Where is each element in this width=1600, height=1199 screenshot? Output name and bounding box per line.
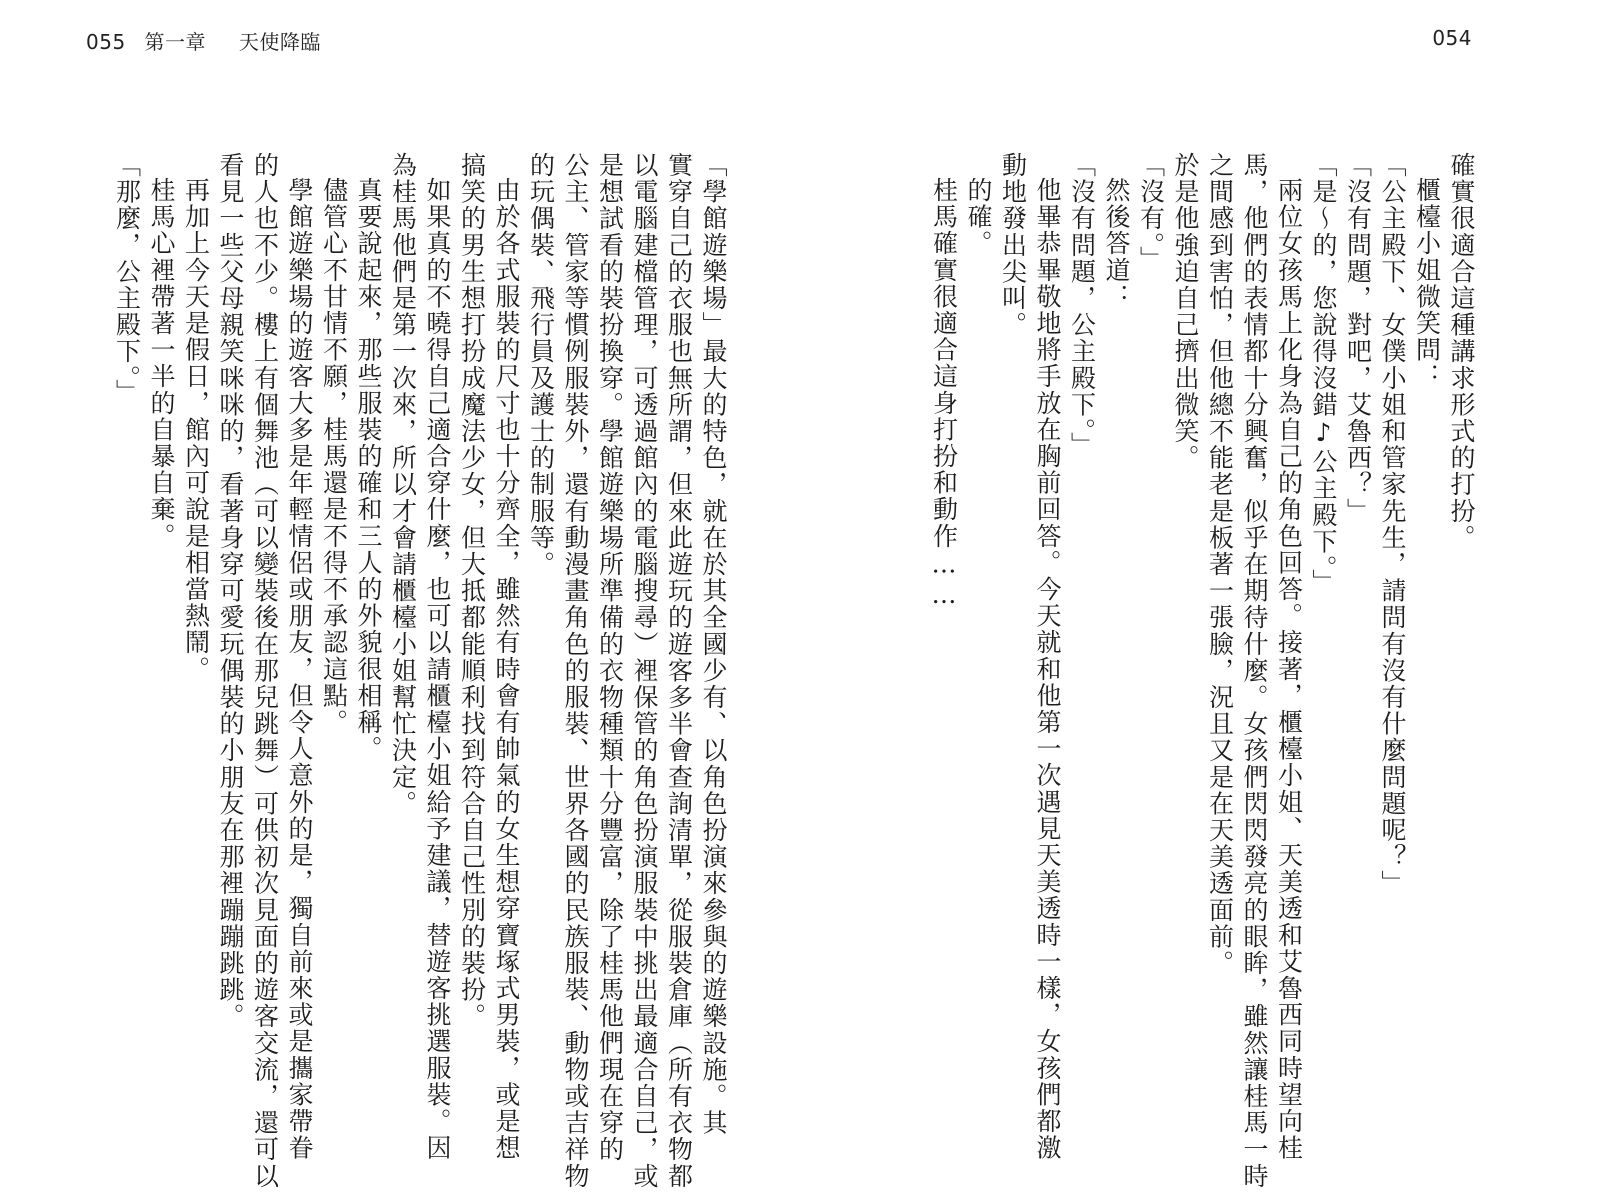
right-text-column: 「是～的，您說得沒錯♪公主殿下。」 (1309, 152, 1338, 596)
left-text-column: 再加上今天是假日，館內可說是相當熱鬧。 (181, 177, 211, 683)
left-text-column: 看見一些父母親笑咪咪的，看著身穿可愛玩偶裝的小朋友在那裡蹦蹦跳跳。 (216, 152, 245, 1030)
right-page-text (929, 152, 1478, 1190)
left-text-column: 儘管心不甘情不願，桂馬還是不得不承認這點。 (319, 177, 349, 736)
right-page-header (1432, 26, 1472, 50)
left-page-header (86, 26, 321, 55)
right-page (929, 152, 1478, 1190)
left-page-text (112, 152, 730, 1190)
chapter-title: 天使降臨 (238, 30, 321, 54)
left-page (112, 152, 730, 1190)
right-text-column: 「沒有。」 (1136, 152, 1166, 273)
right-text-column: 兩位女孩馬上化身為自己的角色回答。接著，櫃檯小姐、天美透和艾魯西同時望向桂 (1274, 177, 1304, 1162)
chapter-label: 第一章 (144, 30, 207, 54)
right-text-column: 的確。 (964, 177, 993, 257)
right-text-column: 「公主殿下、女僕小姐和管家先生，請問有沒有什麼問題呢？」 (1378, 152, 1407, 897)
left-text-column: 桂馬心裡帶著一半的自暴自棄。 (147, 177, 176, 550)
left-page-number: 055 (86, 30, 126, 54)
right-text-column: 「沒有問題，公主殿下。」 (1067, 152, 1097, 459)
left-text-column: 的人也不少。樓上有個舞池（可以變裝後在那兒跳舞）可供初次見面的遊客交流，還可以 (250, 152, 280, 1190)
right-text-column: 然後答道： (1102, 177, 1131, 310)
right-text-column: 馬，他們的表情都十分興奮，似乎在期待什麼。女孩們閃閃發亮的眼眸，雖然讓桂馬一時 (1240, 152, 1269, 1190)
left-text-column: 是想試看的裝扮換穿。學館遊樂場所準備的衣物種類十分豐富，除了桂馬他們現在穿的 (595, 152, 625, 1163)
left-text-column: 實穿自己的衣服也無所謂，但來此遊玩的遊客多半會查詢清單，從服裝倉庫（所有衣物都 (664, 152, 694, 1190)
right-text-column: 動地發出尖叫。 (998, 152, 1028, 339)
left-text-column: 公主、管家等慣例服裝外，還有動漫畫角色的服裝、世界各國的民族服裝、動物或吉祥物 (561, 152, 590, 1190)
right-text-column: 桂馬確實很適合這身打扮和動作…… (929, 177, 959, 611)
right-text-column: 確實很適合這種講求形式的打扮。 (1447, 152, 1476, 551)
left-text-column: 以電腦建檔管理，可透過館內的電腦搜尋）裡保管的角色扮演服裝中挑出最適合自己，或 (630, 152, 659, 1190)
right-text-column: 於是他強迫自己擠出微笑。 (1171, 152, 1200, 472)
left-text-column: 搞笑的男生想打扮成魔法少女，但大抵都能順利找到符合自己性別的裝扮。 (457, 152, 487, 1030)
left-text-column: 的玩偶裝、飛行員及護士的制服等。 (526, 152, 556, 578)
left-text-column: 「那麼，公主殿下。」 (112, 152, 142, 406)
right-text-column: 他畢恭畢敬地將手放在胸前回答。今天就和他第一次遇見天美透時一樣，女孩們都激 (1033, 177, 1062, 1162)
right-text-column: 櫃檯小姐微笑問： (1412, 177, 1442, 390)
left-text-column: 由於各式服裝的尺寸也十分齊全，雖然有時會有帥氣的女生想穿寶塚式男裝，或是想 (492, 177, 521, 1162)
left-text-column: 為桂馬他們是第一次來，所以才會請櫃檯小姐幫忙決定。 (388, 152, 418, 817)
right-text-column: 「沒有問題，對吧，艾魯西？」 (1343, 152, 1373, 525)
left-text-column: 學館遊樂場的遊客大多是年輕情侶或朋友，但令人意外的是，獨自前來或是攜家帶眷 (285, 177, 314, 1162)
left-text-column: 如果真的不曉得自己適合穿什麼，也可以請櫃檯小姐給予建議，替遊客挑選服裝。因 (423, 177, 452, 1162)
left-text-column: 「學館遊樂場」最大的特色，就在於其全國少有、以角色扮演來參與的遊樂設施。其 (699, 152, 728, 1137)
right-page-number: 054 (1432, 26, 1472, 50)
left-text-column: 真要說起來，那些服裝的確和三人的外貌很相稱。 (354, 177, 383, 763)
right-text-column: 之間感到害怕，但他總不能老是板著一張臉，況且又是在天美透面前。 (1205, 152, 1235, 977)
